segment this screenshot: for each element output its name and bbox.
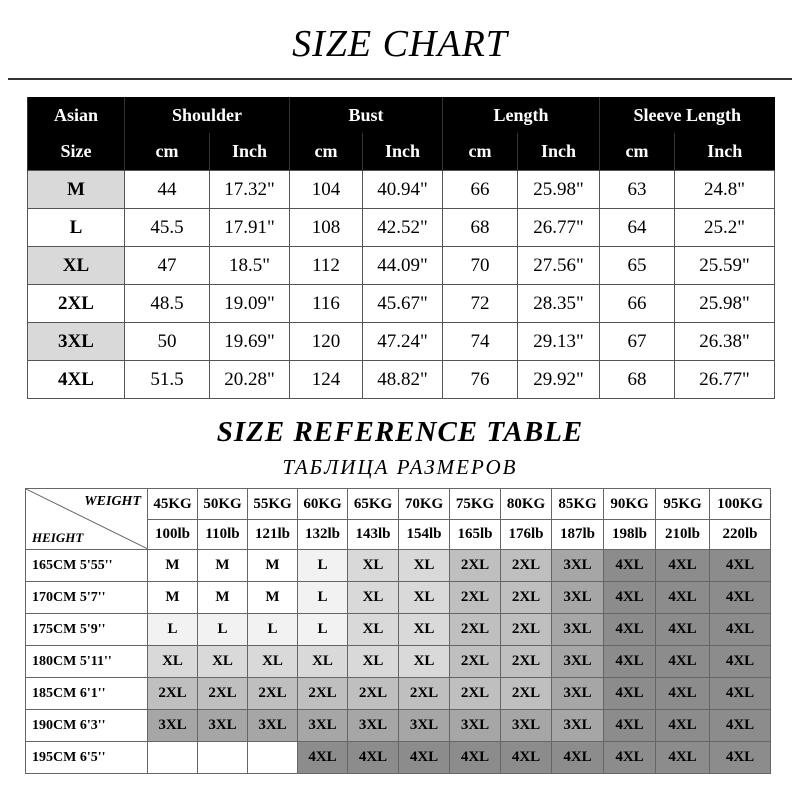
unit-header: cm (443, 133, 518, 171)
recommended-size-cell: 4XL (604, 646, 656, 678)
measurement-cell: 26.38" (675, 323, 775, 361)
recommended-size-cell: 4XL (298, 742, 348, 774)
weight-lb-header: 210lb (656, 520, 710, 550)
recommended-size-cell: M (148, 550, 198, 582)
header-shoulder: Shoulder (125, 97, 290, 133)
measurement-cell: 50 (125, 323, 210, 361)
weight-lb-header: 198lb (604, 520, 656, 550)
recommended-size-cell: XL (399, 614, 450, 646)
table-row (26, 678, 771, 710)
height-row-label: 175CM 5'9'' (26, 614, 148, 646)
table-row (26, 742, 771, 774)
recommended-size-cell: 4XL (710, 614, 771, 646)
table-row (28, 323, 775, 361)
table-row (26, 614, 771, 646)
size-reference-table (25, 488, 771, 774)
recommended-size-cell: 4XL (656, 582, 710, 614)
recommended-size-cell: 2XL (501, 582, 552, 614)
recommended-size-cell: 3XL (399, 710, 450, 742)
measurement-cell: 124 (290, 361, 363, 399)
table-row (28, 247, 775, 285)
recommended-size-cell: XL (348, 582, 399, 614)
recommended-size-cell: 4XL (656, 646, 710, 678)
recommended-size-cell: 3XL (298, 710, 348, 742)
recommended-size-cell: 4XL (604, 550, 656, 582)
recommended-size-cell: 2XL (501, 678, 552, 710)
measurement-cell: 66 (443, 171, 518, 209)
size-chart-table (27, 97, 775, 399)
measurement-cell: 17.91" (210, 209, 290, 247)
recommended-size-cell (198, 742, 248, 774)
recommended-size-cell: 3XL (450, 710, 501, 742)
measurement-cell: 17.32" (210, 171, 290, 209)
recommended-size-cell: 4XL (656, 678, 710, 710)
weight-kg-header: 100KG (710, 489, 771, 520)
measurement-cell: 108 (290, 209, 363, 247)
measurement-cell: 24.8" (675, 171, 775, 209)
weight-kg-header: 55KG (248, 489, 298, 520)
measurement-cell: 70 (443, 247, 518, 285)
recommended-size-cell: XL (198, 646, 248, 678)
recommended-size-cell: 4XL (604, 710, 656, 742)
recommended-size-cell: L (248, 614, 298, 646)
measurement-cell: 66 (600, 285, 675, 323)
size-label: XL (28, 247, 125, 285)
measurement-cell: 68 (443, 209, 518, 247)
weight-kg-header: 90KG (604, 489, 656, 520)
measurement-cell: 68 (600, 361, 675, 399)
measurement-cell: 19.69" (210, 323, 290, 361)
recommended-size-cell: 4XL (604, 742, 656, 774)
recommended-size-cell: 2XL (298, 678, 348, 710)
weight-lb-header: 154lb (399, 520, 450, 550)
recommended-size-cell: 3XL (552, 646, 604, 678)
weight-kg-header: 80KG (501, 489, 552, 520)
weight-kg-header: 95KG (656, 489, 710, 520)
table-row (28, 171, 775, 209)
recommended-size-cell: L (298, 582, 348, 614)
measurement-cell: 20.28" (210, 361, 290, 399)
weight-kg-header: 60KG (298, 489, 348, 520)
measurement-cell: 76 (443, 361, 518, 399)
recommended-size-cell (248, 742, 298, 774)
recommended-size-cell: M (248, 582, 298, 614)
measurement-cell: 26.77" (675, 361, 775, 399)
recommended-size-cell: XL (148, 646, 198, 678)
measurement-cell: 44.09" (363, 247, 443, 285)
weight-height-corner (26, 489, 148, 550)
weight-lb-header: 132lb (298, 520, 348, 550)
measurement-cell: 104 (290, 171, 363, 209)
table-row (28, 209, 775, 247)
table-row (28, 285, 775, 323)
recommended-size-cell: 2XL (450, 582, 501, 614)
weight-kg-header: 70KG (399, 489, 450, 520)
unit-header: cm (600, 133, 675, 171)
measurement-cell: 27.56" (518, 247, 600, 285)
title-divider (8, 78, 792, 80)
recommended-size-cell: L (298, 614, 348, 646)
size-label: M (28, 171, 125, 209)
recommended-size-cell: 3XL (552, 614, 604, 646)
measurement-cell: 51.5 (125, 361, 210, 399)
size-label: 4XL (28, 361, 125, 399)
recommended-size-cell: 4XL (710, 550, 771, 582)
recommended-size-cell: 4XL (656, 742, 710, 774)
measurement-cell: 48.5 (125, 285, 210, 323)
measurement-cell: 65 (600, 247, 675, 285)
recommended-size-cell: M (198, 550, 248, 582)
size-label: L (28, 209, 125, 247)
recommended-size-cell: 4XL (501, 742, 552, 774)
measurement-cell: 19.09" (210, 285, 290, 323)
recommended-size-cell: 4XL (450, 742, 501, 774)
reference-title: SIZE REFERENCE TABLE (216, 416, 584, 448)
recommended-size-cell: 4XL (710, 678, 771, 710)
measurement-cell: 112 (290, 247, 363, 285)
weight-kg-header: 50KG (198, 489, 248, 520)
measurement-cell: 45.5 (125, 209, 210, 247)
measurement-cell: 42.52" (363, 209, 443, 247)
recommended-size-cell: 3XL (552, 678, 604, 710)
recommended-size-cell: 4XL (710, 646, 771, 678)
height-row-label: 190CM 6'3'' (26, 710, 148, 742)
recommended-size-cell: 2XL (501, 646, 552, 678)
table-row (26, 646, 771, 678)
measurement-cell: 25.98" (675, 285, 775, 323)
weight-lb-header: 143lb (348, 520, 399, 550)
measurement-cell: 47.24" (363, 323, 443, 361)
weight-lb-header: 100lb (148, 520, 198, 550)
header-length: Length (443, 97, 600, 133)
recommended-size-cell: 4XL (604, 614, 656, 646)
recommended-size-cell: 4XL (348, 742, 399, 774)
recommended-size-cell: 4XL (604, 582, 656, 614)
measurement-cell: 18.5" (210, 247, 290, 285)
measurement-cell: 48.82" (363, 361, 443, 399)
recommended-size-cell: 2XL (501, 614, 552, 646)
recommended-size-cell: XL (399, 550, 450, 582)
recommended-size-cell: 3XL (248, 710, 298, 742)
height-row-label: 195CM 6'5'' (26, 742, 148, 774)
measurement-cell: 116 (290, 285, 363, 323)
measurement-cell: 29.92" (518, 361, 600, 399)
table-row (26, 550, 771, 582)
weight-lb-header: 220lb (710, 520, 771, 550)
recommended-size-cell: 2XL (501, 550, 552, 582)
recommended-size-cell: M (198, 582, 248, 614)
recommended-size-cell: XL (348, 550, 399, 582)
weight-kg-row (26, 489, 771, 520)
recommended-size-cell: XL (399, 582, 450, 614)
table-row (26, 710, 771, 742)
measurement-cell: 74 (443, 323, 518, 361)
measurement-cell: 29.13" (518, 323, 600, 361)
height-label: HEIGHT (32, 530, 84, 545)
recommended-size-cell: 2XL (450, 678, 501, 710)
recommended-size-cell: 2XL (148, 678, 198, 710)
unit-header: Inch (675, 133, 775, 171)
unit-header: Inch (363, 133, 443, 171)
recommended-size-cell: 3XL (198, 710, 248, 742)
weight-lb-header: 187lb (552, 520, 604, 550)
recommended-size-cell: 3XL (552, 582, 604, 614)
page-title: SIZE CHART (292, 23, 508, 65)
header-size: Size (28, 133, 125, 171)
recommended-size-cell: L (298, 550, 348, 582)
measurement-cell: 26.77" (518, 209, 600, 247)
recommended-size-cell: 2XL (248, 678, 298, 710)
height-row-label: 165CM 5'55'' (26, 550, 148, 582)
size-chart-unit-row (28, 133, 775, 171)
measurement-cell: 47 (125, 247, 210, 285)
height-row-label: 180CM 5'11'' (26, 646, 148, 678)
recommended-size-cell: XL (248, 646, 298, 678)
recommended-size-cell: XL (399, 646, 450, 678)
weight-label: WEIGHT (84, 494, 141, 509)
recommended-size-cell: 2XL (450, 646, 501, 678)
reference-title-ru: ТАБЛИЦА РАЗМЕРОВ (282, 455, 518, 479)
unit-header: cm (125, 133, 210, 171)
table-row (28, 361, 775, 399)
measurement-cell: 25.98" (518, 171, 600, 209)
recommended-size-cell: L (148, 614, 198, 646)
measurement-cell: 25.2" (675, 209, 775, 247)
recommended-size-cell: 4XL (604, 678, 656, 710)
size-chart-header-row (28, 97, 775, 133)
unit-header: cm (290, 133, 363, 171)
weight-kg-header: 45KG (148, 489, 198, 520)
weight-lb-header: 165lb (450, 520, 501, 550)
recommended-size-cell: 2XL (450, 550, 501, 582)
recommended-size-cell: XL (298, 646, 348, 678)
recommended-size-cell: XL (348, 614, 399, 646)
measurement-cell: 120 (290, 323, 363, 361)
header-bust: Bust (290, 97, 443, 133)
unit-header: Inch (210, 133, 290, 171)
recommended-size-cell: 3XL (501, 710, 552, 742)
recommended-size-cell: 3XL (552, 550, 604, 582)
recommended-size-cell: M (148, 582, 198, 614)
recommended-size-cell: 3XL (348, 710, 399, 742)
measurement-cell: 67 (600, 323, 675, 361)
recommended-size-cell: 3XL (148, 710, 198, 742)
measurement-cell: 45.67" (363, 285, 443, 323)
measurement-cell: 63 (600, 171, 675, 209)
weight-kg-header: 65KG (348, 489, 399, 520)
unit-header: Inch (518, 133, 600, 171)
measurement-cell: 40.94" (363, 171, 443, 209)
measurement-cell: 64 (600, 209, 675, 247)
recommended-size-cell: 4XL (399, 742, 450, 774)
recommended-size-cell: L (198, 614, 248, 646)
recommended-size-cell: 4XL (710, 582, 771, 614)
weight-kg-header: 75KG (450, 489, 501, 520)
recommended-size-cell: 3XL (552, 710, 604, 742)
recommended-size-cell: XL (348, 646, 399, 678)
measurement-cell: 72 (443, 285, 518, 323)
header-sleeve-length: Sleeve Length (600, 97, 775, 133)
height-row-label: 185CM 6'1'' (26, 678, 148, 710)
size-label: 3XL (28, 323, 125, 361)
size-label: 2XL (28, 285, 125, 323)
recommended-size-cell: 4XL (552, 742, 604, 774)
header-asian: Asian (28, 97, 125, 133)
measurement-cell: 44 (125, 171, 210, 209)
measurement-cell: 28.35" (518, 285, 600, 323)
weight-lb-header: 121lb (248, 520, 298, 550)
recommended-size-cell: 2XL (399, 678, 450, 710)
recommended-size-cell: 2XL (348, 678, 399, 710)
recommended-size-cell: 2XL (198, 678, 248, 710)
recommended-size-cell (148, 742, 198, 774)
measurement-cell: 25.59" (675, 247, 775, 285)
recommended-size-cell: 4XL (656, 550, 710, 582)
weight-lb-header: 110lb (198, 520, 248, 550)
recommended-size-cell: 4XL (710, 742, 771, 774)
recommended-size-cell: M (248, 550, 298, 582)
height-row-label: 170CM 5'7'' (26, 582, 148, 614)
weight-kg-header: 85KG (552, 489, 604, 520)
recommended-size-cell: 4XL (656, 710, 710, 742)
table-row (26, 582, 771, 614)
recommended-size-cell: 4XL (710, 710, 771, 742)
recommended-size-cell: 4XL (656, 614, 710, 646)
weight-lb-header: 176lb (501, 520, 552, 550)
recommended-size-cell: 2XL (450, 614, 501, 646)
